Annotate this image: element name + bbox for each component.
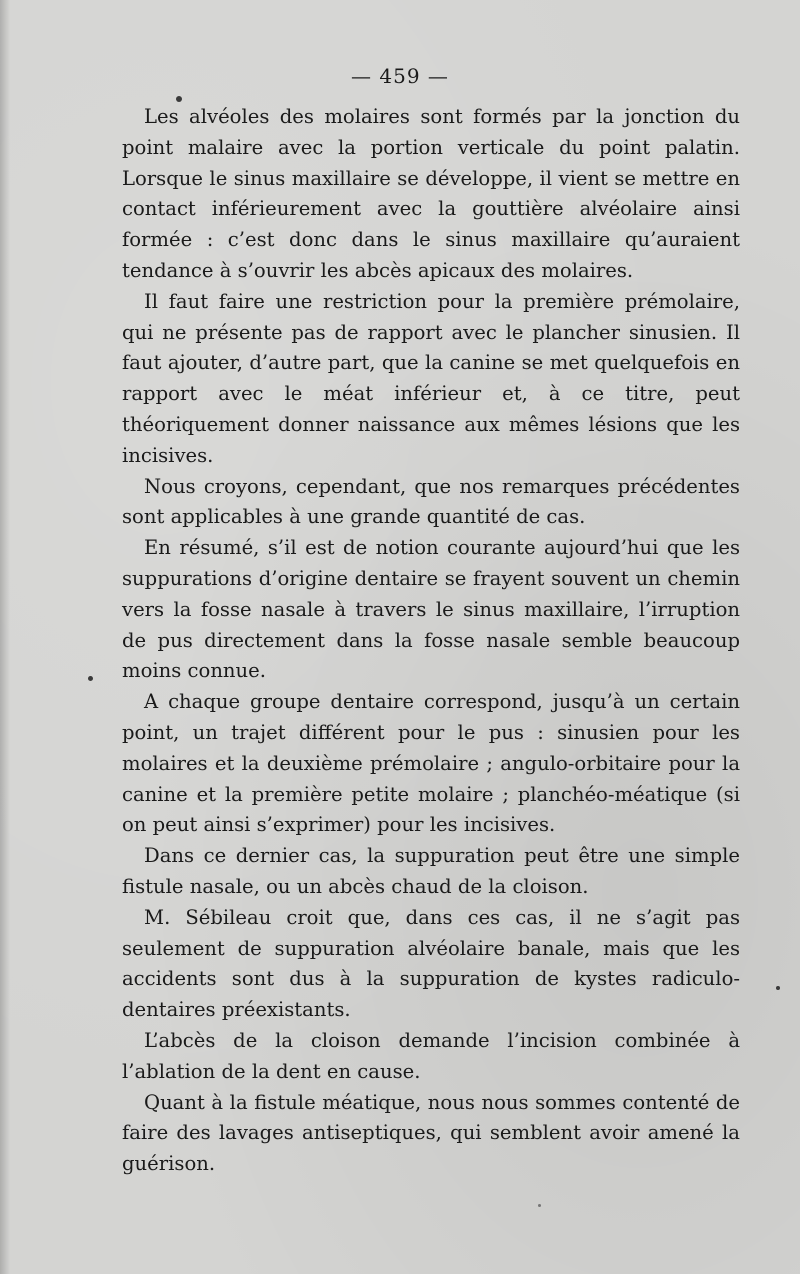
paragraph: L’abcès de la cloison demande l’incision combinée à l’ablation de la dent en cause. — [122, 1028, 740, 1083]
paragraph: Il faut faire une restriction pour la première prémolaire, qui ne présente pas de rapport avec le plancher sinusien. Il faut ajouter, d’autre part, que la canine se met quelquefois en rapport avec le méat inférieur et, à ce titre, peut théoriquement donner naissance aux mêmes lésions que les incisives. — [122, 289, 740, 467]
paragraph: En résumé, s’il est de notion courante aujourd’hui que les suppurations d’origine dentaire se frayent souvent un chemin vers la fosse nasale à travers le sinus maxillaire, l’irruption de pus directement dans la fosse nasale semble beaucoup moins connue. — [122, 536, 740, 683]
ink-speck — [88, 676, 93, 681]
page-number: — 459 — — [351, 64, 449, 88]
page-edge-shadow — [0, 0, 10, 1274]
paragraph: Quant à la fistule méatique, nous nous sommes contenté de faire des lavages antiseptiques, qui semblent avoir amené la guérison. — [122, 1090, 740, 1176]
paragraph: A chaque groupe dentaire correspond, jusqu’à un certain point, un trajet différent pour le pus : sinusien pour les molaires et la deuxième prémolaire ; angulo-orbitaire pour la canine et la première petite molaire ; planchéo-méatique (si on peut ainsi s’exprimer) pour les incisives. — [122, 690, 740, 837]
ink-speck — [176, 96, 182, 102]
paragraph: M. Sébileau croit que, dans ces cas, il ne s’agit pas seulement de suppuration alvéolaire banale, mais que les accidents sont dus à la suppuration de kystes radiculo-dentaires préexistants. — [122, 905, 740, 1022]
paragraph: Dans ce dernier cas, la suppuration peut être une simple fistule nasale, ou un abcès chaud de la cloison. — [122, 844, 740, 898]
body-text — [122, 102, 740, 1180]
ink-speck — [776, 986, 780, 990]
paragraph: Les alvéoles des molaires sont formés par la jonction du point malaire avec la portion verticale du point palatin. Lorsque le sinus maxillaire se développe, il vient se mettre en contact inférieurement avec la gouttière alvéolaire ainsi formée : c’est donc dans le sinus maxillaire qu’auraient tendance à s’ouvrir les abcès apicaux des molaires. — [122, 105, 740, 282]
ink-speck — [538, 1204, 541, 1207]
paragraph: Nous croyons, cependant, que nos remarques précédentes sont applicables à une grande quantité de cas. — [122, 474, 740, 529]
